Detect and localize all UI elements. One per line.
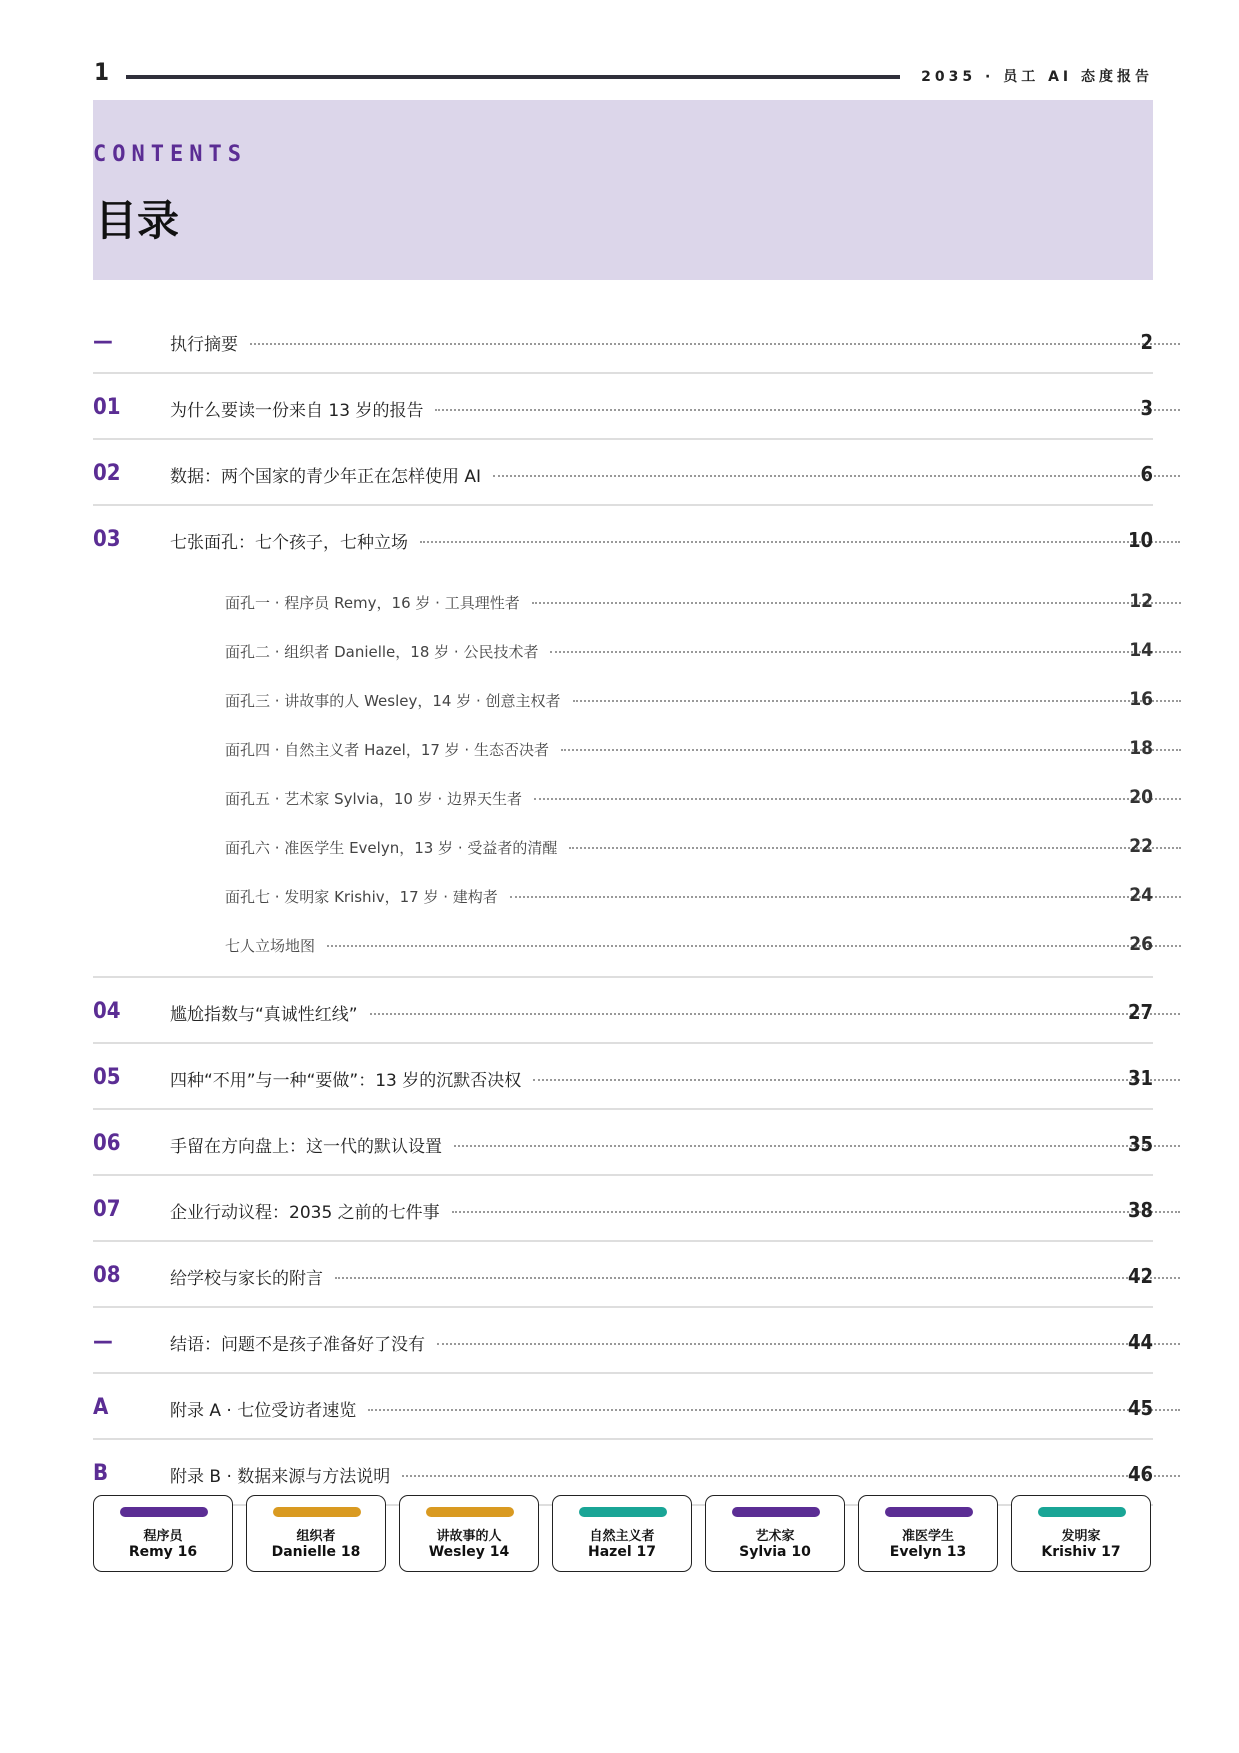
persona-color-bar [885, 1507, 973, 1517]
toc-entry-number: 02 [93, 461, 121, 486]
toc-entry-number: B [93, 1461, 109, 1486]
toc-entry-page: 3 [1140, 396, 1153, 420]
dot-leader [335, 1277, 1180, 1279]
toc-entry-label: 手留在方向盘上：这一代的默认设置 [170, 1137, 442, 1157]
dot-leader [573, 700, 1181, 702]
toc-entry-page: 38 [1127, 1198, 1153, 1222]
toc-entry-label: 附录 A · 七位受访者速览 [170, 1401, 357, 1421]
toc-subentry-label: 面孔五 · 艺术家 Sylvia，10 岁 · 边界天生者 [225, 790, 523, 808]
toc-entry-label: 尴尬指数与“真诚性红线” [170, 1005, 358, 1025]
persona-name: Hazel 17 [588, 1544, 656, 1560]
toc-subentry[interactable] [93, 576, 1153, 625]
toc-entry-label: 附录 B · 数据来源与方法说明 [170, 1467, 391, 1487]
toc-subentry-page: 16 [1129, 688, 1153, 710]
report-title: 2035 · 员工 AI 态度报告 [921, 69, 1153, 85]
toc-entry-label: 给学校与家长的附言 [170, 1269, 323, 1289]
toc-entry-summary[interactable] [93, 308, 1153, 374]
toc-entry-label: 七张面孔：七个孩子，七种立场 [170, 533, 408, 553]
toc-entry-page: 44 [1127, 1330, 1153, 1354]
toc-subentry-label: 面孔六 · 准医学生 Evelyn，13 岁 · 受益者的清醒 [225, 839, 558, 857]
toc-entry-03[interactable] [93, 506, 1153, 570]
toc-entry-08[interactable] [93, 1242, 1153, 1308]
persona-role: 发明家 [1061, 1529, 1101, 1544]
toc-entry-label: 数据：两个国家的青少年正在怎样使用 AI [170, 467, 482, 487]
toc-entry-number: 07 [93, 1197, 121, 1222]
toc-entry-02[interactable] [93, 440, 1153, 506]
toc-subentry-label: 面孔一 · 程序员 Remy，16 岁 · 工具理性者 [225, 594, 520, 612]
toc-entry-01[interactable] [93, 374, 1153, 440]
table-of-contents [93, 308, 1153, 1506]
toc-entry-number: A [93, 1395, 109, 1420]
persona-name: Sylvia 10 [739, 1544, 811, 1560]
dot-leader [510, 896, 1181, 898]
toc-entry-04[interactable] [93, 978, 1153, 1044]
toc-subentry[interactable] [93, 821, 1153, 870]
persona-name: Krishiv 17 [1041, 1544, 1121, 1560]
contents-banner [93, 100, 1153, 280]
toc-entry-page: 27 [1127, 1000, 1153, 1024]
toc-subentry-label: 七人立场地图 [225, 937, 316, 955]
page-header [94, 58, 1153, 94]
persona-color-bar [732, 1507, 820, 1517]
persona-role: 组织者 [296, 1529, 336, 1544]
toc-subentry-page: 26 [1129, 933, 1153, 955]
toc-entry-label: 四种“不用”与一种“要做”：13 岁的沉默否决权 [170, 1071, 522, 1091]
persona-card [858, 1495, 998, 1572]
toc-entry-page: 35 [1127, 1132, 1153, 1156]
toc-entry-page: 45 [1127, 1396, 1153, 1420]
toc-subentry[interactable] [93, 625, 1153, 674]
toc-entry-page: 6 [1140, 462, 1153, 486]
dot-leader [370, 1013, 1180, 1015]
persona-color-bar [426, 1507, 514, 1517]
persona-card [552, 1495, 692, 1572]
persona-color-bar [120, 1507, 208, 1517]
dot-leader [534, 798, 1181, 800]
toc-subentry-label: 面孔三 · 讲故事的人 Wesley，14 岁 · 创意主权者 [225, 692, 561, 710]
dot-leader [435, 409, 1180, 411]
toc-subentry[interactable] [93, 919, 1153, 968]
dot-leader [250, 343, 1180, 345]
toc-subentry[interactable] [93, 674, 1153, 723]
persona-role: 艺术家 [755, 1529, 795, 1544]
persona-card [246, 1495, 386, 1572]
toc-subsections [93, 570, 1153, 978]
toc-subentry-label: 面孔七 · 发明家 Krishiv，17 岁 · 建构者 [225, 888, 498, 906]
toc-entry-label: 企业行动议程：2035 之前的七件事 [170, 1203, 440, 1223]
dot-leader [452, 1211, 1180, 1213]
toc-subentry-page: 24 [1129, 884, 1153, 906]
toc-subentry[interactable] [93, 870, 1153, 919]
toc-entry-label: 执行摘要 [170, 335, 238, 355]
persona-name: Danielle 18 [271, 1544, 361, 1560]
toc-title: 目录 [95, 196, 180, 245]
toc-entry-page: 2 [1140, 330, 1153, 354]
page-number: 1 [94, 58, 110, 86]
toc-subentry-page: 14 [1129, 639, 1153, 661]
dot-leader [550, 651, 1181, 653]
persona-card [399, 1495, 539, 1572]
persona-color-bar [579, 1507, 667, 1517]
toc-subentry[interactable] [93, 723, 1153, 772]
toc-entry-page: 10 [1127, 528, 1153, 552]
toc-subentry-page: 22 [1129, 835, 1153, 857]
contents-label: CONTENTS [93, 142, 247, 167]
persona-name: Wesley 14 [428, 1544, 510, 1560]
toc-entry-05[interactable] [93, 1044, 1153, 1110]
persona-cards [93, 1495, 1153, 1574]
dot-leader [533, 1079, 1180, 1081]
dot-leader [493, 475, 1180, 477]
toc-entry-page: 46 [1127, 1462, 1153, 1486]
toc-subentry-page: 12 [1129, 590, 1153, 612]
persona-card [705, 1495, 845, 1572]
persona-name: Evelyn 13 [889, 1544, 967, 1560]
persona-name: Remy 16 [128, 1544, 198, 1560]
toc-entry-label: 为什么要读一份来自 13 岁的报告 [170, 401, 424, 421]
dot-leader [437, 1343, 1180, 1345]
dot-leader [327, 945, 1181, 947]
toc-entry-number: 08 [93, 1263, 121, 1288]
toc-entry-number: 01 [93, 395, 121, 420]
toc-entry-number: 05 [93, 1065, 121, 1090]
toc-entry-number: — [93, 329, 113, 354]
dot-leader [454, 1145, 1180, 1147]
toc-entry-appendix-a[interactable] [93, 1374, 1153, 1440]
toc-entry-number: 06 [93, 1131, 121, 1156]
persona-color-bar [273, 1507, 361, 1517]
dot-leader [420, 541, 1180, 543]
dot-leader [569, 847, 1181, 849]
dot-leader [561, 749, 1181, 751]
toc-entry-06[interactable] [93, 1110, 1153, 1176]
persona-role: 自然主义者 [589, 1529, 655, 1544]
dot-leader [368, 1409, 1180, 1411]
persona-role: 程序员 [143, 1529, 183, 1544]
dot-leader [532, 602, 1181, 604]
dot-leader [402, 1475, 1180, 1477]
toc-entry-page: 31 [1127, 1066, 1153, 1090]
toc-entry-label: 结语：问题不是孩子准备好了没有 [170, 1335, 425, 1355]
toc-subentry-page: 18 [1129, 737, 1153, 759]
persona-color-bar [1038, 1507, 1126, 1517]
persona-card [93, 1495, 233, 1572]
toc-entry-number: 04 [93, 999, 121, 1024]
persona-card [1011, 1495, 1151, 1572]
toc-entry-conclusion[interactable] [93, 1308, 1153, 1374]
toc-entry-page: 42 [1127, 1264, 1153, 1288]
toc-entry-07[interactable] [93, 1176, 1153, 1242]
header-rule [126, 75, 900, 79]
toc-subentry-label: 面孔二 · 组织者 Danielle，18 岁 · 公民技术者 [225, 643, 539, 661]
toc-subentry[interactable] [93, 772, 1153, 821]
persona-role: 准医学生 [901, 1529, 954, 1544]
toc-subentry-page: 20 [1129, 786, 1153, 808]
toc-entry-number: — [93, 1329, 113, 1354]
persona-role: 讲故事的人 [436, 1529, 502, 1544]
toc-entry-number: 03 [93, 527, 121, 552]
toc-subentry-label: 面孔四 · 自然主义者 Hazel，17 岁 · 生态否决者 [225, 741, 549, 759]
